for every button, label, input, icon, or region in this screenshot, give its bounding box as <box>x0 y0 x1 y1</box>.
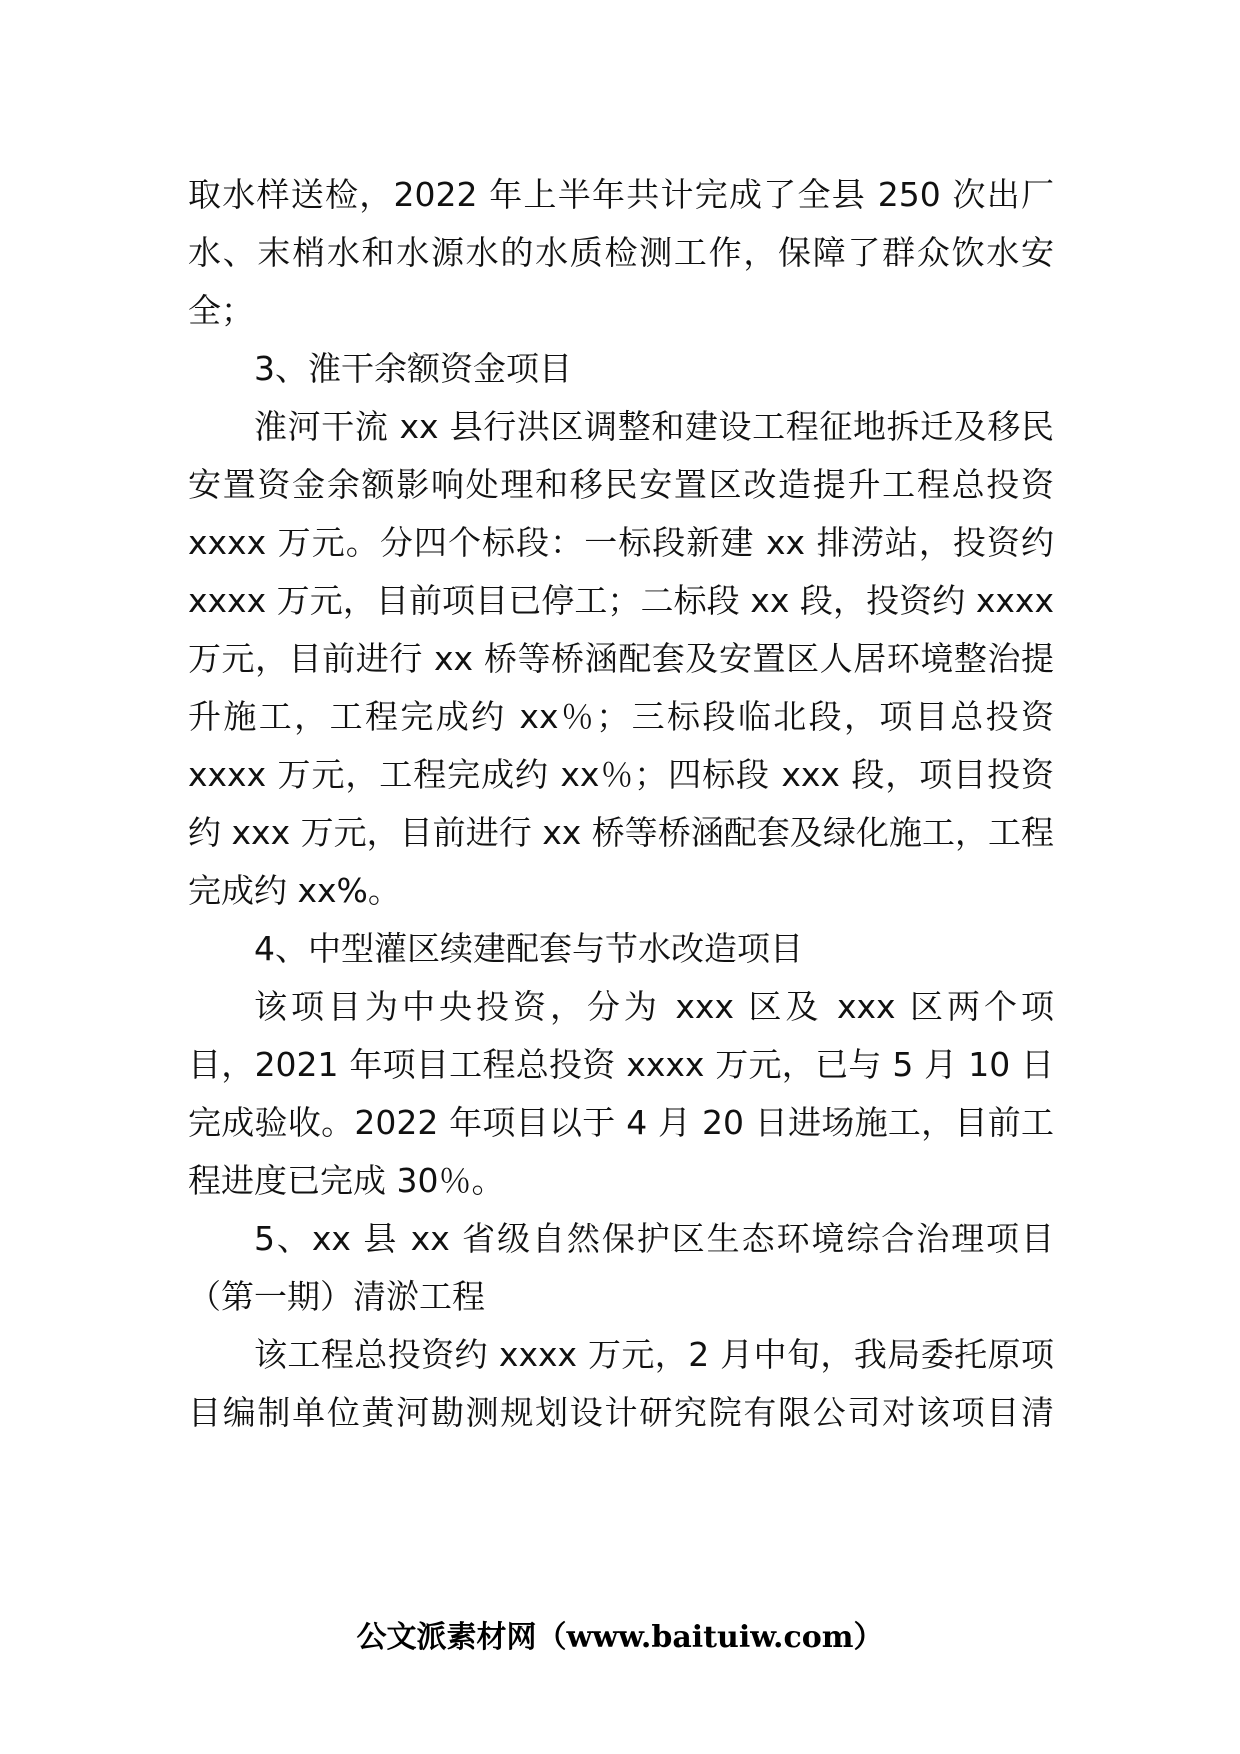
body-line: 完成约 xx%。 <box>188 871 401 910</box>
body-line: 完成验收。2022 年项目以于 4 月 20 日进场施工，目前工 <box>188 1103 1054 1142</box>
body-line: 升施工，工程完成约 xx％；三标段临北段，项目总投资 <box>188 697 1054 736</box>
body-line: 全； <box>188 291 254 330</box>
body-line: 程进度已完成 30％。 <box>188 1161 505 1200</box>
body-line: 万元，目前进行 xx 桥等桥涵配套及安置区人居环境整治提 <box>188 639 1054 678</box>
body-line: 目编制单位黄河勘测规划设计研究院有限公司对该项目清 <box>188 1393 1054 1432</box>
body-line: xxxx 万元，目前项目已停工；二标段 xx 段，投资约 xxxx <box>188 581 1054 620</box>
body-line: 淮河干流 xx 县行洪区调整和建设工程征地拆迁及移民 <box>254 407 1054 446</box>
section-heading: 4、中型灌区续建配套与节水改造项目 <box>254 929 803 968</box>
section-heading: 5、xx 县 xx 省级自然保护区生态环境综合治理项目 <box>254 1219 1054 1258</box>
footer-watermark: 公文派素材网（www.baituiw.com） <box>356 1620 884 1655</box>
body-line: xxxx 万元，工程完成约 xx％；四标段 xxx 段，项目投资 <box>188 755 1054 794</box>
body-line: 该项目为中央投资，分为 xxx 区及 xxx 区两个项 <box>254 987 1054 1026</box>
body-line: 约 xxx 万元，目前进行 xx 桥等桥涵配套及绿化施工，工程 <box>188 813 1054 852</box>
body-line: xxxx 万元。分四个标段：一标段新建 xx 排涝站，投资约 <box>188 523 1054 562</box>
body-line: 安置资金余额影响处理和移民安置区改造提升工程总投资 <box>188 465 1054 504</box>
body-line: 该工程总投资约 xxxx 万元，2 月中旬，我局委托原项 <box>254 1335 1054 1374</box>
body-line: 目，2021 年项目工程总投资 xxxx 万元，已与 5 月 10 日 <box>188 1045 1054 1084</box>
body-line: 取水样送检，2022 年上半年共计完成了全县 250 次出厂 <box>188 175 1054 214</box>
section-heading-continuation: （第一期）清淤工程 <box>188 1277 485 1316</box>
section-heading: 3、淮干余额资金项目 <box>254 349 572 388</box>
body-line: 水、末梢水和水源水的水质检测工作，保障了群众饮水安 <box>188 233 1054 272</box>
